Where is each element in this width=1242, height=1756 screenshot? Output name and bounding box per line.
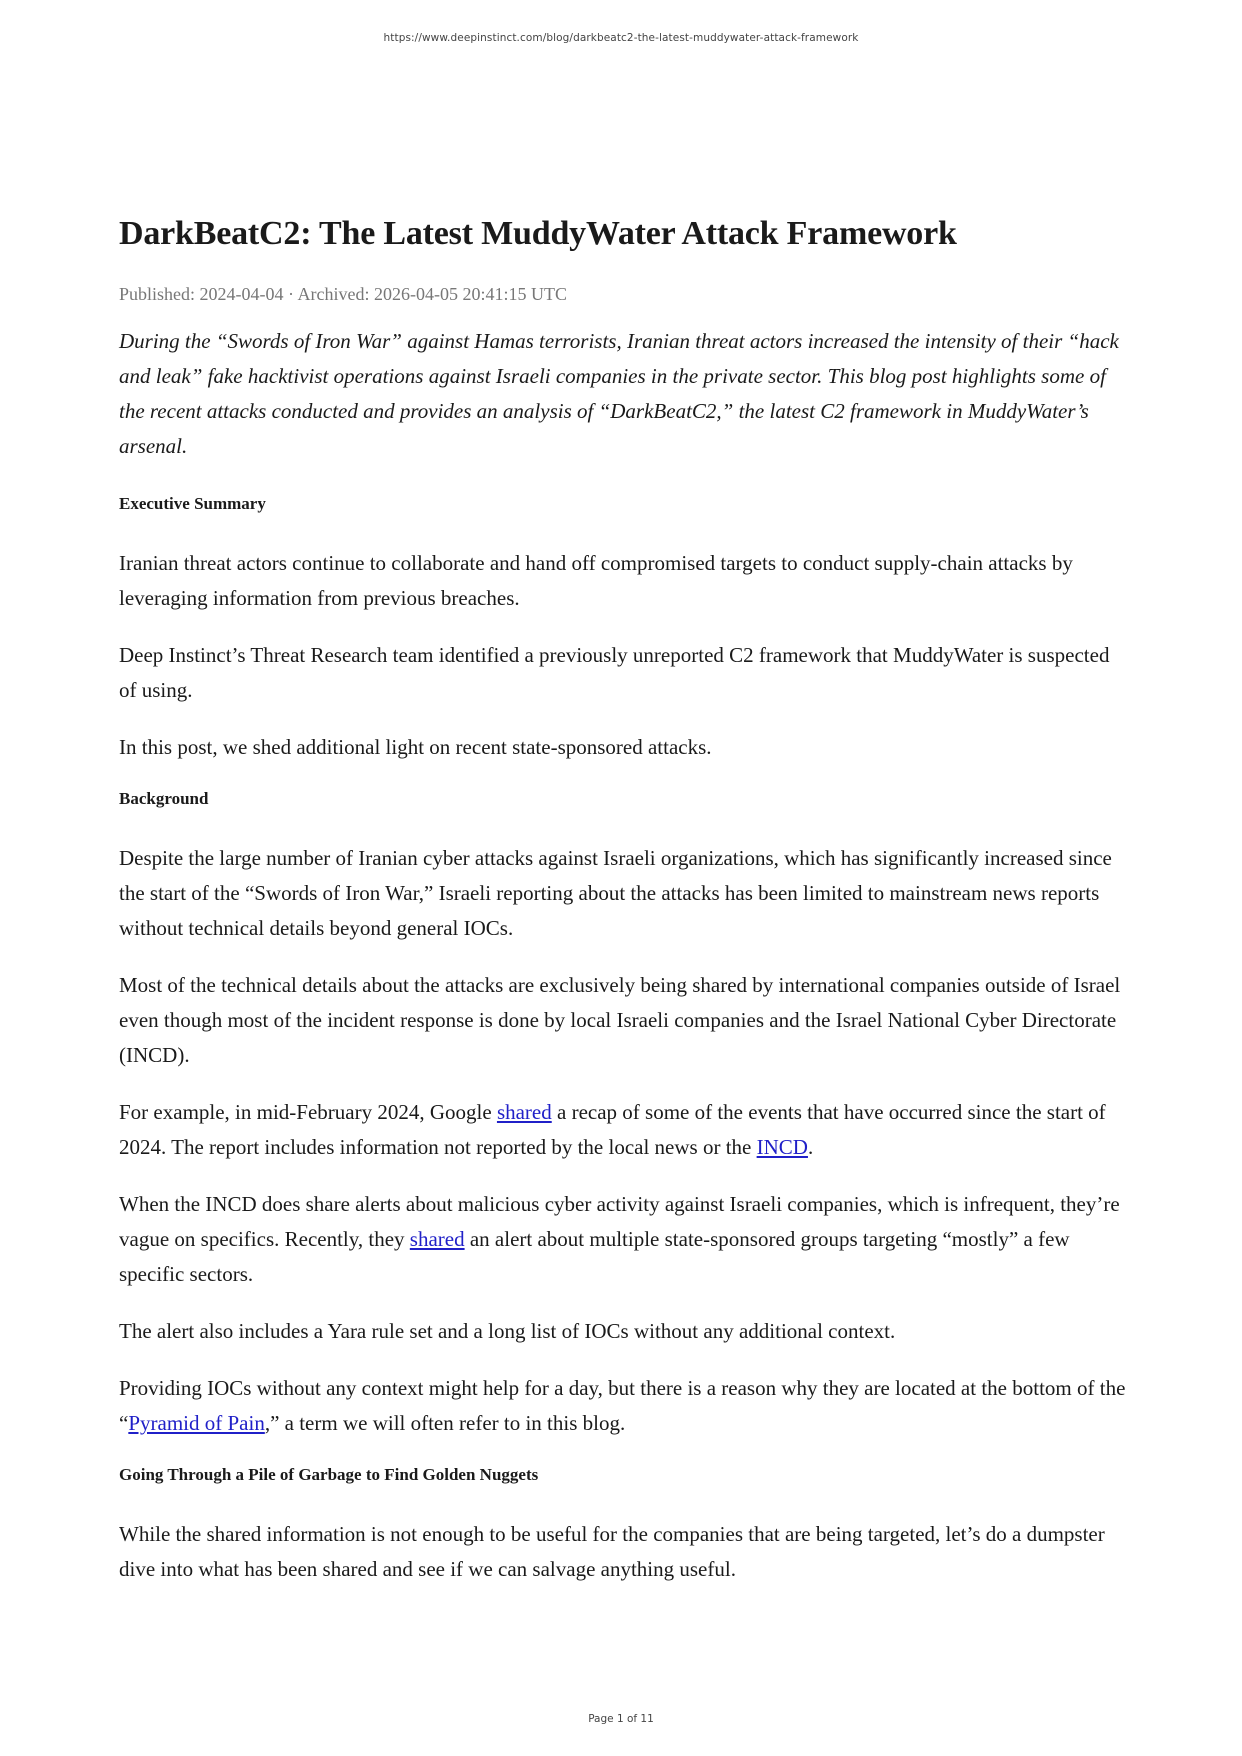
paragraph: While the shared information is not enough to be useful for the companies that are being targeted, let’s do a dumpster dive into what has been shared and see if we can salvage anything useful. bbox=[119, 1522, 1105, 1581]
paragraph-text: . bbox=[807, 1135, 814, 1159]
paragraph-text: ,” a term we will often refer to in this blog. bbox=[264, 1411, 626, 1435]
paragraph: Most of the technical details about the attacks are exclusively being shared by international companies outside of Israel even though most of the incident response is done by local Israeli companies and the Israel National Cyber Directorate (INCD). bbox=[119, 973, 1121, 1067]
section-golden-nuggets bbox=[119, 1463, 1129, 1587]
section-heading-executive-summary: Executive Summary bbox=[119, 494, 266, 513]
paragraph bbox=[119, 1371, 1129, 1441]
paragraph-text: a recap of some of the events that have occurred since the start of 2024. The report includes information not reported by the local news or the bbox=[119, 1100, 1106, 1159]
article-meta: Published: 2024-04-04 · Archived: 2026-04-05 20:41:15 UTC bbox=[119, 284, 567, 304]
paragraph: In this post, we shed additional light on recent state-sponsored attacks. bbox=[119, 735, 712, 759]
article bbox=[119, 212, 1129, 1609]
paragraph-text: When the INCD does share alerts about malicious cyber activity against Israeli companies, which is infrequent, they’re vague on specifics. Recently, they bbox=[119, 1192, 1120, 1251]
paragraph: The alert also includes a Yara rule set and a long list of IOCs without any additional context. bbox=[119, 1319, 896, 1343]
google-shared-link[interactable]: shared bbox=[496, 1100, 552, 1124]
paragraph-text: Providing IOCs without any context might help for a day, but there is a reason why they are located at the bottom of the “ bbox=[119, 1376, 1126, 1435]
paragraph-text: an alert about multiple state-sponsored groups targeting “mostly” a few specific sectors. bbox=[119, 1227, 1070, 1286]
paragraph: Despite the large number of Iranian cyber attacks against Israeli organizations, which has significantly increased since the start of the “Swords of Iron War,” Israeli reporting about the attacks has been limited to mainstream news reports without technical details beyond general IOCs. bbox=[119, 846, 1112, 940]
page-number: Page 1 of 11 bbox=[588, 1713, 654, 1725]
section-heading-golden-nuggets: Going Through a Pile of Garbage to Find Golden Nuggets bbox=[119, 1465, 539, 1484]
section-executive-summary bbox=[119, 492, 1129, 765]
paragraph-text: For example, in mid-February 2024, Google bbox=[119, 1100, 497, 1124]
article-lede: During the “Swords of Iron War” against Hamas terrorists, Iranian threat actors increased the intensity of their “hack and leak” fake hacktivist operations against Israeli companies in the private sector. This blog post highlights some of the recent attacks conducted and provides an analysis of “DarkBeatC2,” the latest C2 framework in MuddyWater’s arsenal. bbox=[119, 329, 1119, 458]
page-url-header: https://www.deepinstinct.com/blog/darkbeatc2-the-latest-muddywater-attack-framework bbox=[383, 32, 859, 44]
paragraph bbox=[119, 1095, 1129, 1165]
pyramid-of-pain-link[interactable]: Pyramid of Pain bbox=[128, 1411, 265, 1435]
incd-link[interactable]: INCD bbox=[756, 1135, 808, 1159]
paragraph: Deep Instinct’s Threat Research team identified a previously unreported C2 framework that MuddyWater is suspected of using. bbox=[119, 643, 1110, 702]
section-background bbox=[119, 787, 1129, 1441]
section-heading-background: Background bbox=[119, 789, 209, 808]
paragraph bbox=[119, 1187, 1129, 1292]
paragraph: Iranian threat actors continue to collaborate and hand off compromised targets to conduct supply-chain attacks by leveraging information from previous breaches. bbox=[119, 551, 1073, 610]
article-title: DarkBeatC2: The Latest MuddyWater Attack Framework bbox=[119, 215, 957, 252]
incd-shared-alert-link[interactable]: shared bbox=[409, 1227, 465, 1251]
